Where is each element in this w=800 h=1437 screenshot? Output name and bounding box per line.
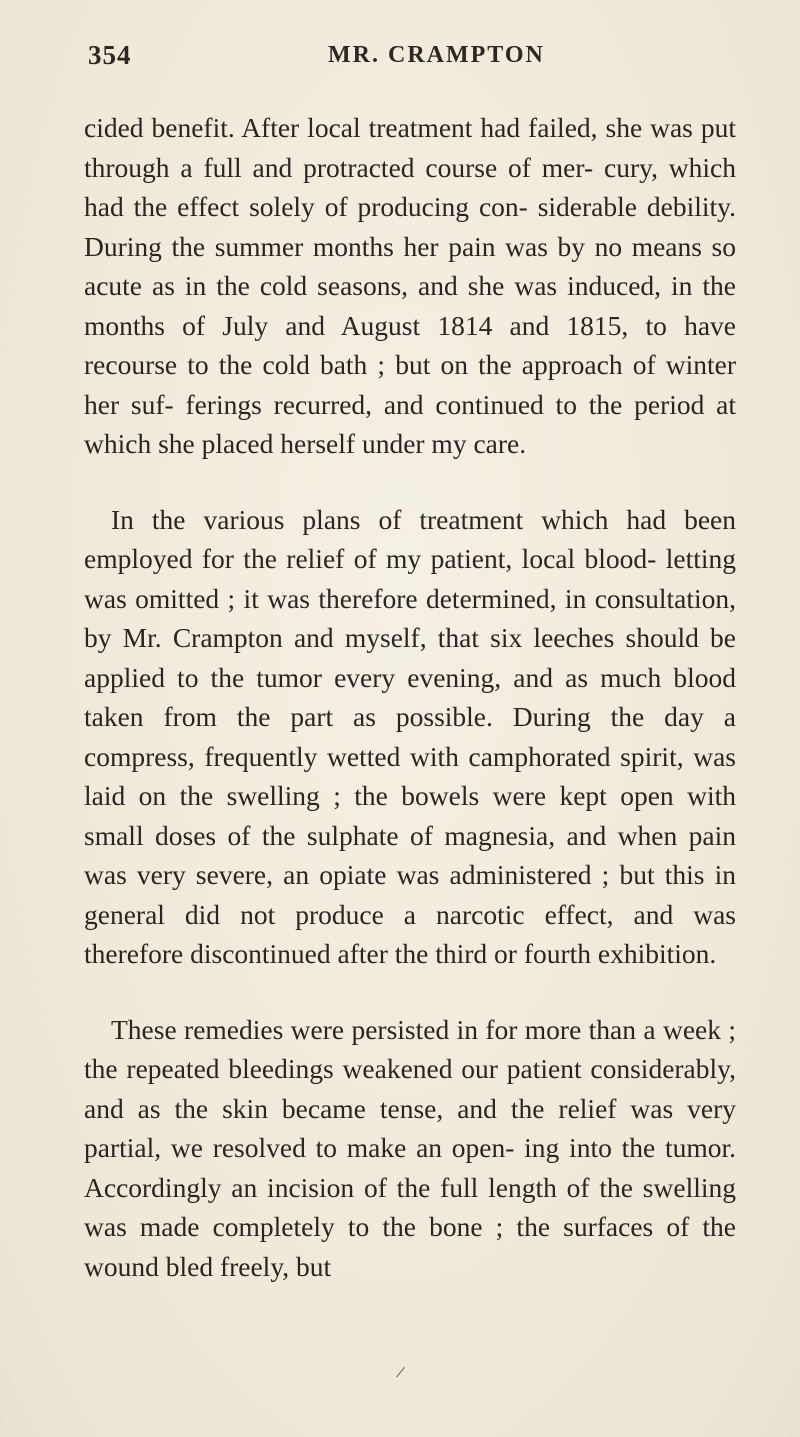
page-header bbox=[88, 40, 740, 80]
running-head: MR. CRAMPTON bbox=[328, 42, 545, 68]
body-text bbox=[84, 108, 736, 1286]
paragraph-3: These remedies were persisted in for more than a week ; the repeated bleedings weakened our patient considerably, and as the skin became tense, and the relief was very partial, we resolved to make an open- ing into the tumor. Accordingly an incision of the full length of the swelling was made completely to the bone ; the surfaces of the wound bled freely, but bbox=[84, 1013, 736, 1282]
paragraph-2: In the various plans of treatment which had been employed for the relief of my patient, local blood- letting was omitted ; it was therefore determined, in consultation, by Mr. Crampton and myself, that six leeches should be applied to the tumor every evening, and as much blood taken from the part as possible. During the day a compress, frequently wetted with camphorated spirit, was laid on the swelling ; the bowels were kept open with small doses of the sulphate of magnesia, and when pain was very severe, an opiate was administered ; but this in general did not produce a narcotic effect, and was therefore discontinued after the third or fourth exhibition. bbox=[84, 503, 736, 969]
page-mark: / bbox=[394, 1361, 407, 1383]
paragraph-1: cided benefit. After local treatment had failed, she was put through a full and protracted course of mer- cury, which had the effect solely of producing con- siderable debility. During the summer months her pain was by no means so acute as in the cold seasons, and she was induced, in the months of July and August 1814 and 1815, to have recourse to the cold bath ; but on the approach of winter her suf- ferings recurred, and continued to the period at which she placed herself under my care. bbox=[84, 112, 736, 459]
page-number: 354 bbox=[88, 40, 132, 70]
